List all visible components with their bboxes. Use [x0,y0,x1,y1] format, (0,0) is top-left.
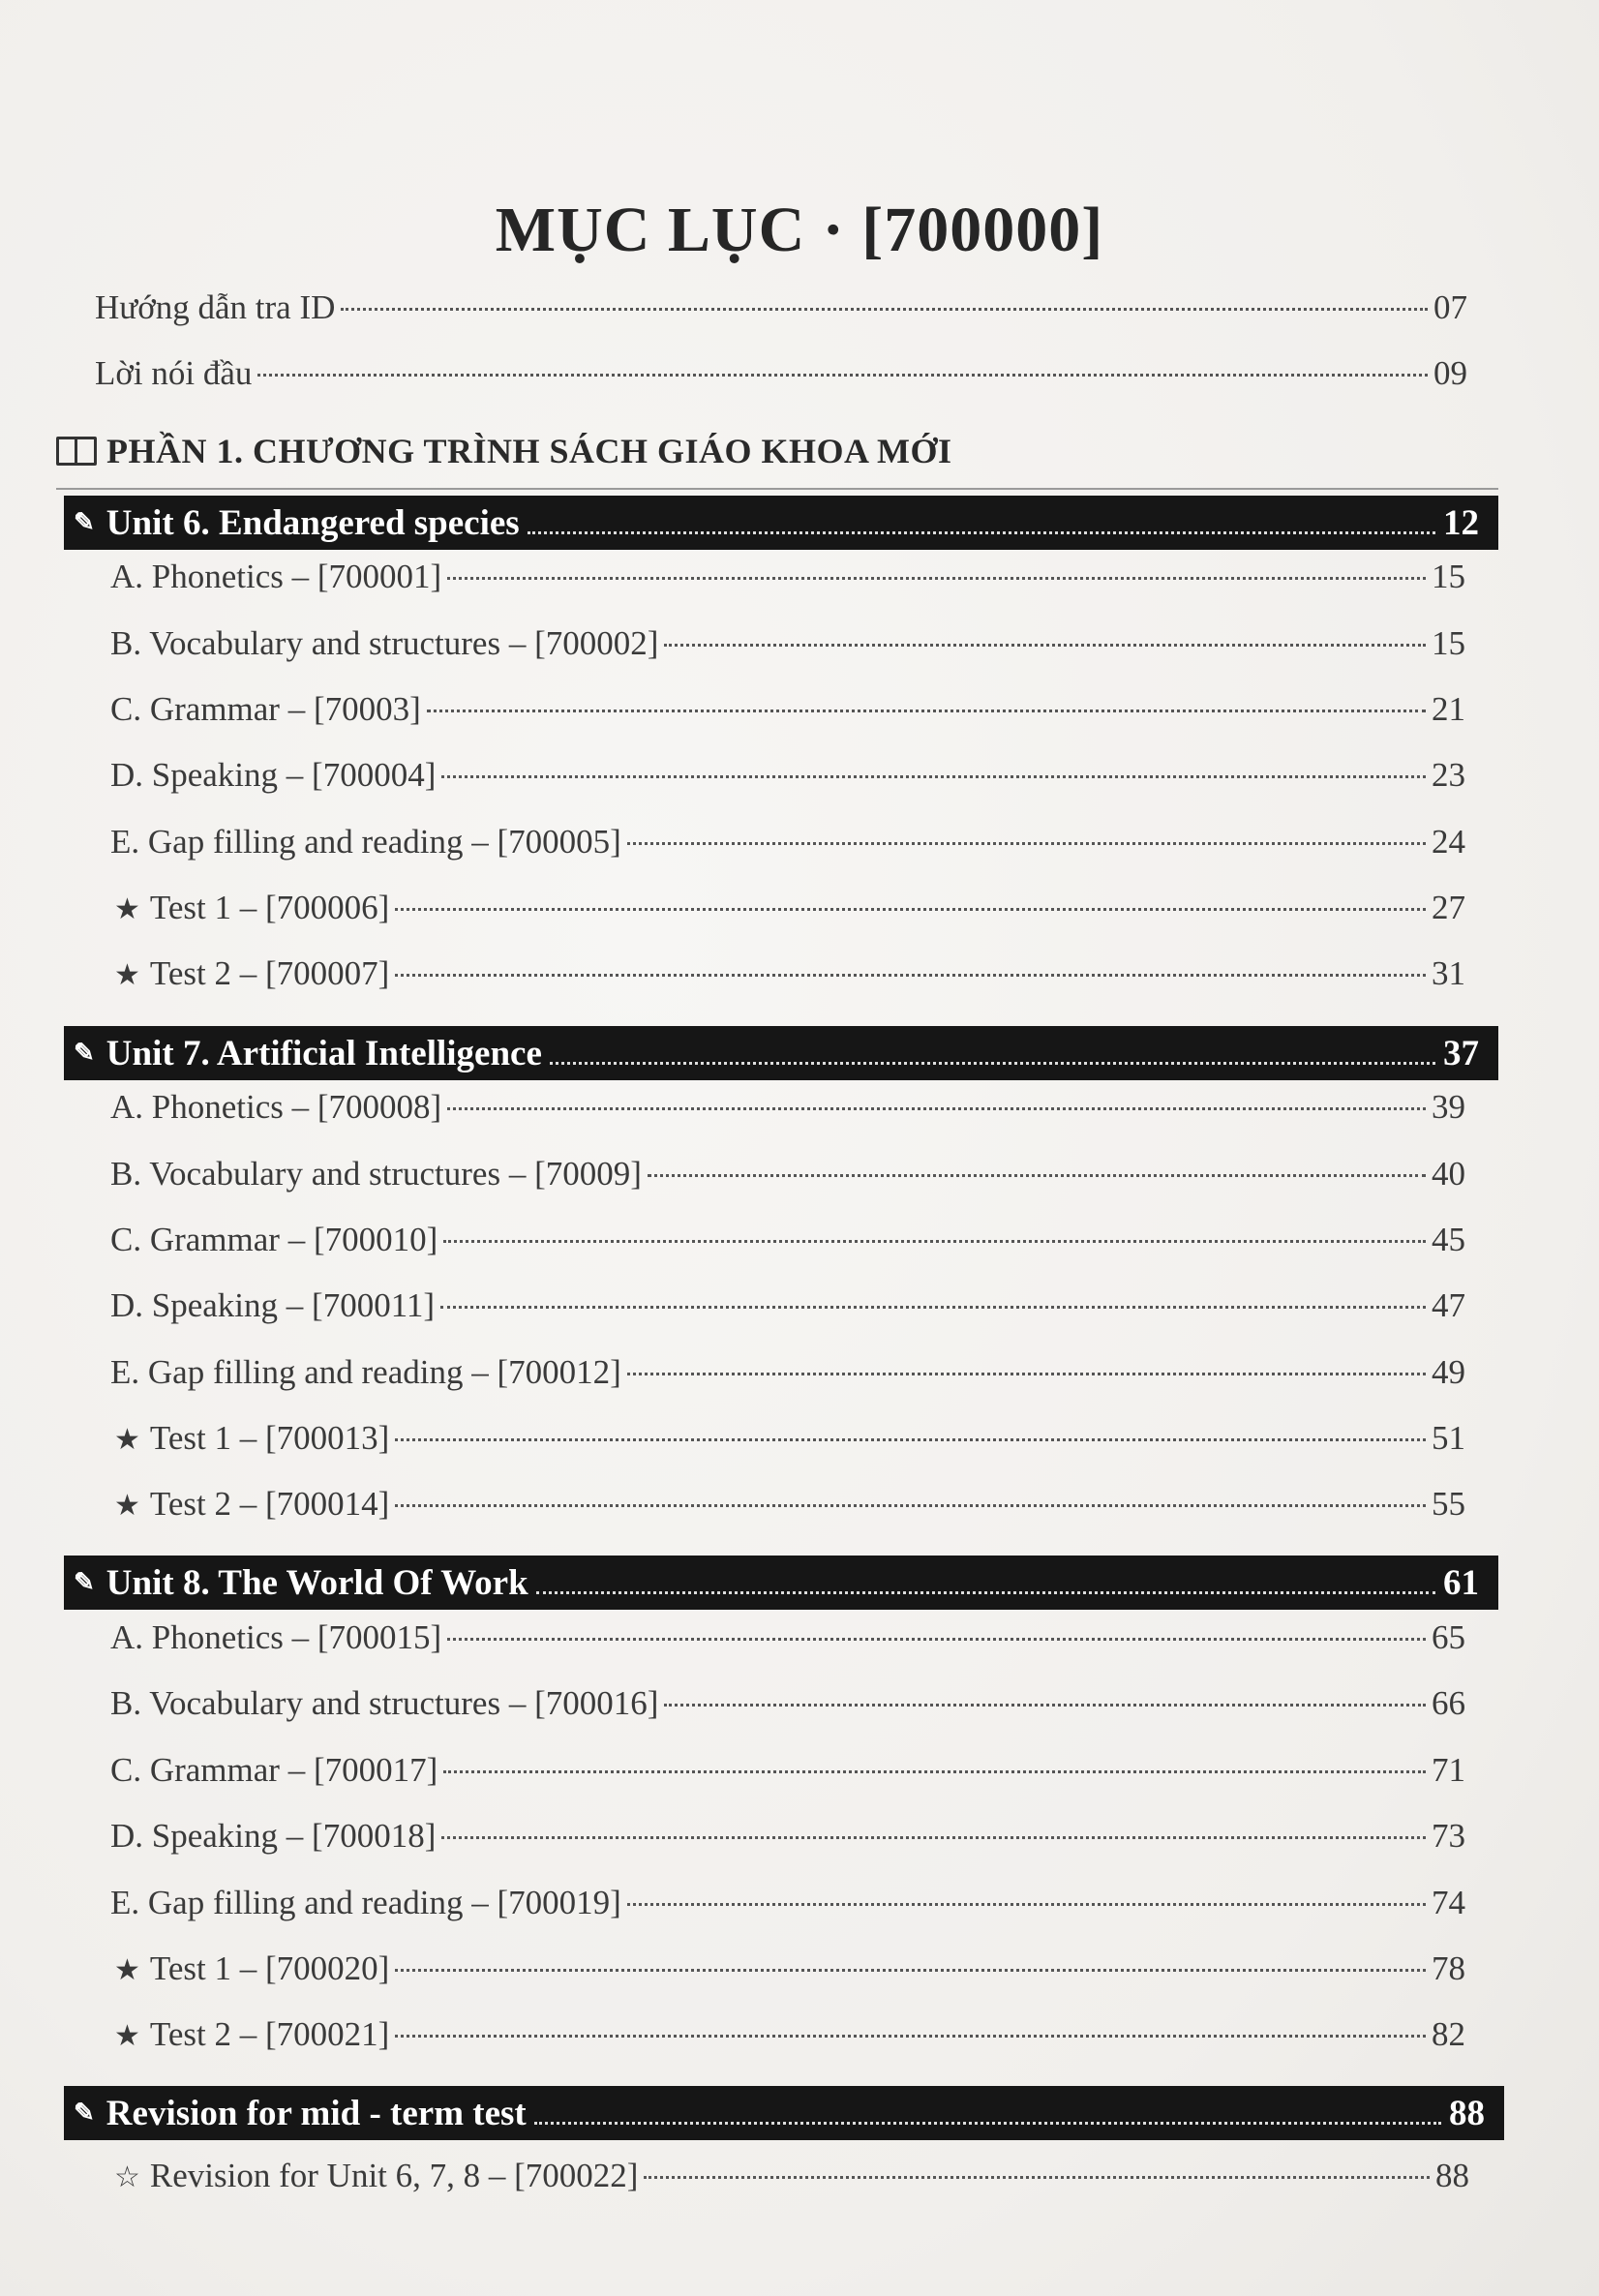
unit-heading-bar[interactable] [64,1026,1498,1080]
toc-entry-page: 47 [1432,1286,1465,1324]
toc-entry[interactable] [114,1949,1465,1988]
pen-icon: ✎ [74,1039,95,1067]
toc-entry-page: 23 [1432,756,1465,794]
unit-page: 61 [1443,1562,1479,1603]
toc-entry-label: Test 1 – [700013] [149,1419,390,1457]
dot-leader [664,644,1426,647]
toc-entry-label: A. Phonetics – [700008] [110,1088,442,1126]
unit-heading-bar[interactable] [64,1556,1498,1610]
star-icon: ★ [114,959,140,991]
unit-page: 12 [1443,502,1479,543]
toc-entry[interactable] [114,954,1465,993]
toc-entry-page: 71 [1432,1751,1465,1789]
unit-title: Unit 8. The World Of Work [106,1562,528,1603]
toc-entry[interactable] [110,1817,1465,1856]
part-heading-label: PHẦN 1. CHƯƠNG TRÌNH SÁCH GIÁO KHOA MỚI [106,432,952,470]
toc-entry-label: Test 2 – [700007] [149,954,390,992]
outline-star-icon: ☆ [114,2161,140,2193]
dot-leader [648,1174,1426,1177]
toc-entry-page: 55 [1432,1485,1465,1523]
dot-leader [664,1704,1426,1707]
dot-leader [395,974,1426,977]
toc-entry[interactable] [110,1088,1465,1127]
toc-entry[interactable] [110,1286,1465,1325]
dot-leader [441,1836,1426,1839]
toc-entry-page: 49 [1432,1353,1465,1391]
book-icon [56,437,97,466]
dot-leader [447,1638,1426,1641]
star-icon: ★ [114,1424,140,1456]
toc-entry[interactable] [110,1751,1465,1790]
toc-entry[interactable] [110,690,1465,729]
toc-entry-page: 21 [1432,690,1465,728]
toc-entry-label: E. Gap filling and reading – [700005] [110,823,621,861]
toc-entry[interactable] [110,558,1465,596]
dot-leader [627,1373,1426,1375]
unit-title: Unit 7. Artificial Intelligence [106,1033,542,1073]
dot-leader [534,2122,1441,2125]
dot-leader [644,2176,1430,2179]
unit-heading-bar[interactable] [64,496,1498,550]
dot-leader [627,842,1426,845]
toc-entry-label: E. Gap filling and reading – [700012] [110,1353,621,1391]
toc-entry-label: A. Phonetics – [700015] [110,1618,442,1656]
toc-entry[interactable] [110,823,1465,861]
toc-entry-label: A. Phonetics – [700001] [110,558,442,595]
toc-entry[interactable] [110,1155,1465,1193]
dot-leader [550,1062,1435,1065]
toc-entry-page: 82 [1432,2015,1465,2053]
toc-entry-label: D. Speaking – [700018] [110,1817,437,1855]
toc-entry-label: Test 1 – [700006] [149,889,390,926]
toc-entry-label: C. Grammar – [700010] [110,1221,438,1258]
toc-entry[interactable] [110,1353,1465,1392]
toc-entry-page: 07 [1433,288,1467,326]
pen-icon: ✎ [74,508,95,536]
toc-entry-label: D. Speaking – [700004] [110,756,437,794]
page-title: MỤC LỤC · [700000] [495,195,1104,265]
toc-entry[interactable] [110,1684,1465,1723]
toc-entry[interactable] [110,756,1465,795]
toc-entry-page: 15 [1432,624,1465,662]
star-icon: ★ [114,2020,140,2052]
toc-entry-label: Lời nói đầu [95,354,253,392]
toc-entry-label: Test 1 – [700020] [149,1949,390,1987]
dot-leader [395,2035,1426,2038]
toc-entry[interactable] [110,1618,1465,1657]
unit-title: Revision for mid - term test [106,2093,527,2133]
toc-entry-page: 27 [1432,889,1465,926]
toc-entry-page: 31 [1432,954,1465,992]
dot-leader [341,308,1428,311]
dot-leader [443,1240,1426,1243]
dot-leader [447,577,1426,580]
toc-entry-page: 73 [1432,1817,1465,1855]
star-icon: ★ [114,1490,140,1522]
toc-entry[interactable] [95,288,1467,327]
toc-entry-label: B. Vocabulary and structures – [700016] [110,1684,659,1722]
toc-entry-page: 88 [1435,2157,1469,2194]
dot-leader [395,1504,1426,1507]
toc-entry-page: 51 [1432,1419,1465,1457]
toc-entry-label: Hướng dẫn tra ID [95,288,336,326]
toc-entry-label: Revision for Unit 6, 7, 8 – [700022] [149,2157,639,2194]
toc-entry[interactable] [95,354,1467,393]
star-icon: ★ [114,893,140,925]
toc-entry-page: 78 [1432,1949,1465,1987]
unit-page: 37 [1443,1033,1479,1073]
toc-entry-label: Test 2 – [700021] [149,2015,390,2053]
toc-entry-label: C. Grammar – [70003] [110,690,421,728]
dot-leader [441,775,1426,778]
toc-entry-page: 74 [1432,1884,1465,1921]
dot-leader [627,1903,1426,1906]
dot-leader [528,531,1435,534]
pen-icon: ✎ [74,2099,95,2127]
dot-leader [443,1770,1426,1773]
toc-entry-label: E. Gap filling and reading – [700019] [110,1884,621,1921]
toc-entry[interactable] [114,2157,1469,2195]
dot-leader [536,1591,1435,1594]
dot-leader [395,1969,1426,1972]
toc-entry-page: 66 [1432,1684,1465,1722]
unit-heading-bar[interactable] [64,2086,1504,2140]
dot-leader [447,1107,1426,1110]
toc-entry-page: 65 [1432,1618,1465,1656]
part-heading [56,414,1498,490]
unit-page: 88 [1449,2093,1485,2133]
dot-leader [395,908,1426,911]
toc-entry-page: 45 [1432,1221,1465,1258]
dot-leader [395,1438,1426,1441]
dot-leader [440,1306,1426,1309]
toc-entry-label: C. Grammar – [700017] [110,1751,438,1789]
toc-entry-page: 40 [1432,1155,1465,1193]
toc-entry[interactable] [110,624,1465,663]
toc-entry[interactable] [114,2015,1465,2054]
toc-entry-label: B. Vocabulary and structures – [700002] [110,624,659,662]
toc-entry-page: 24 [1432,823,1465,861]
toc-entry-label: Test 2 – [700014] [149,1485,390,1523]
toc-entry[interactable] [114,889,1465,927]
dot-leader [427,710,1426,712]
toc-entry[interactable] [114,1419,1465,1458]
toc-entry-label: D. Speaking – [700011] [110,1286,436,1324]
toc-entry[interactable] [110,1884,1465,1922]
pen-icon: ✎ [74,1568,95,1596]
toc-entry[interactable] [110,1221,1465,1259]
unit-title: Unit 6. Endangered species [106,502,520,543]
toc-entry-page: 39 [1432,1088,1465,1126]
toc-entry-label: B. Vocabulary and structures – [70009] [110,1155,642,1193]
toc-entry[interactable] [114,1485,1465,1524]
star-icon: ★ [114,1954,140,1986]
dot-leader [257,374,1428,377]
toc-entry-page: 09 [1433,354,1467,392]
toc-entry-page: 15 [1432,558,1465,595]
